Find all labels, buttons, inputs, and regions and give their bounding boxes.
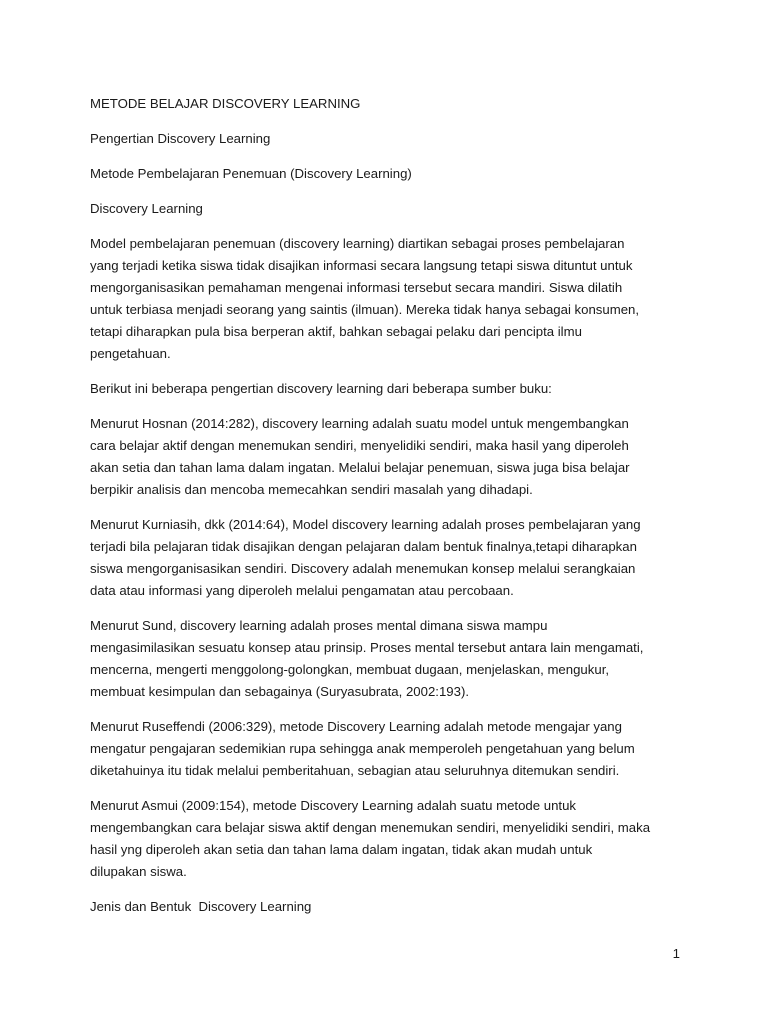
text-line: yang terjadi ketika siswa tidak disajikan informasi secara langsung tetapi siswa dituntut untuk xyxy=(90,258,633,273)
text-line: Menurut Asmui (2009:154), metode Discovery Learning adalah suatu metode untuk xyxy=(90,798,577,813)
text-line: mengatur pengajaran sedemikian rupa sehingga anak memperoleh pengetahuan yang belum xyxy=(90,741,635,756)
document-title xyxy=(90,93,682,115)
text-line: Menurut Hosnan (2014:282), discovery learning adalah suatu model untuk mengembangkan xyxy=(90,416,629,431)
text-line: Pengertian Discovery Learning xyxy=(90,131,271,146)
section-heading xyxy=(90,896,682,918)
text-line: berpikir analisis dan mencoba memecahkan sendiri masalah yang dihadapi. xyxy=(90,482,533,497)
text-line: akan setia dan tahan lama dalam ingatan. Melalui belajar penemuan, siswa juga bisa belajar xyxy=(90,460,630,475)
body-paragraph xyxy=(90,716,682,782)
text-line: cara belajar aktif dengan menemukan sendiri, menyelidiki sendiri, maka hasil yang diperoleh xyxy=(90,438,629,453)
text-line: tetapi diharapkan pula bisa berperan aktif, bahkan sebagai pelaku dari pencipta ilmu xyxy=(90,324,582,339)
body-paragraph xyxy=(90,615,682,703)
text-line: membuat kesimpulan dan sebagainya (Suryasubrata, 2002:193). xyxy=(90,684,470,699)
text-line: diketahuinya itu tidak melalui pemberitahuan, sebagian atau seluruhnya ditemukan sendiri. xyxy=(90,763,620,778)
text-line: hasil yng diperoleh akan setia dan tahan lama dalam ingatan, tidak akan mudah untuk xyxy=(90,842,593,857)
text-line: mencerna, mengerti menggolong-golongkan, membuat dugaan, menjelaskan, mengukur, xyxy=(90,662,610,677)
text-line: siswa mengorganisasikan sendiri. Discovery adalah menemukan konsep melalui serangkaian xyxy=(90,561,636,576)
text-line: Model pembelajaran penemuan (discovery learning) diartikan sebagai proses pembelajaran xyxy=(90,236,625,251)
text-line: Berikut ini beberapa pengertian discovery learning dari beberapa sumber buku: xyxy=(90,381,552,396)
text-line: mengorganisasikan pemahaman mengenai informasi tersebut secara mandiri. Siswa dilatih xyxy=(90,280,623,295)
text-line: data atau informasi yang diperoleh melalui pengamatan atau percobaan. xyxy=(90,583,514,598)
text-line: dilupakan siswa. xyxy=(90,864,187,879)
section-heading xyxy=(90,163,682,185)
body-paragraph xyxy=(90,378,682,400)
text-line: pengetahuan. xyxy=(90,346,171,361)
text-line: mengasimilasikan sesuatu konsep atau prinsip. Proses mental tersebut antara lain mengamati, xyxy=(90,640,644,655)
body-paragraph xyxy=(90,795,682,883)
section-heading xyxy=(90,198,682,220)
section-heading xyxy=(90,128,682,150)
text-line: untuk terbiasa menjadi seorang yang saintis (ilmuan). Mereka tidak hanya sebagai konsumen, xyxy=(90,302,640,317)
text-line: Menurut Sund, discovery learning adalah proses mental dimana siswa mampu xyxy=(90,618,548,633)
text-line: Discovery Learning xyxy=(90,201,203,216)
text-line: METODE BELAJAR DISCOVERY LEARNING xyxy=(90,96,361,111)
text-line: Jenis dan Bentuk Discovery Learning xyxy=(90,899,312,914)
text-line: Menurut Kurniasih, dkk (2014:64), Model discovery learning adalah proses pembelajaran yang xyxy=(90,517,641,532)
text-line: Metode Pembelajaran Penemuan (Discovery Learning) xyxy=(90,166,412,181)
text-line: terjadi bila pelajaran tidak disajikan dengan pelajaran dalam bentuk finalnya,tetapi diharapkan xyxy=(90,539,637,554)
body-paragraph xyxy=(90,413,682,501)
page-number: 1 xyxy=(672,946,680,961)
text-line: Menurut Ruseffendi (2006:329), metode Discovery Learning adalah metode mengajar yang xyxy=(90,719,622,734)
text-line: mengembangkan cara belajar siswa aktif dengan menemukan sendiri, menyelidiki sendiri, maka xyxy=(90,820,651,835)
body-paragraph xyxy=(90,233,682,365)
body-paragraph xyxy=(90,514,682,602)
document-body xyxy=(90,93,682,931)
